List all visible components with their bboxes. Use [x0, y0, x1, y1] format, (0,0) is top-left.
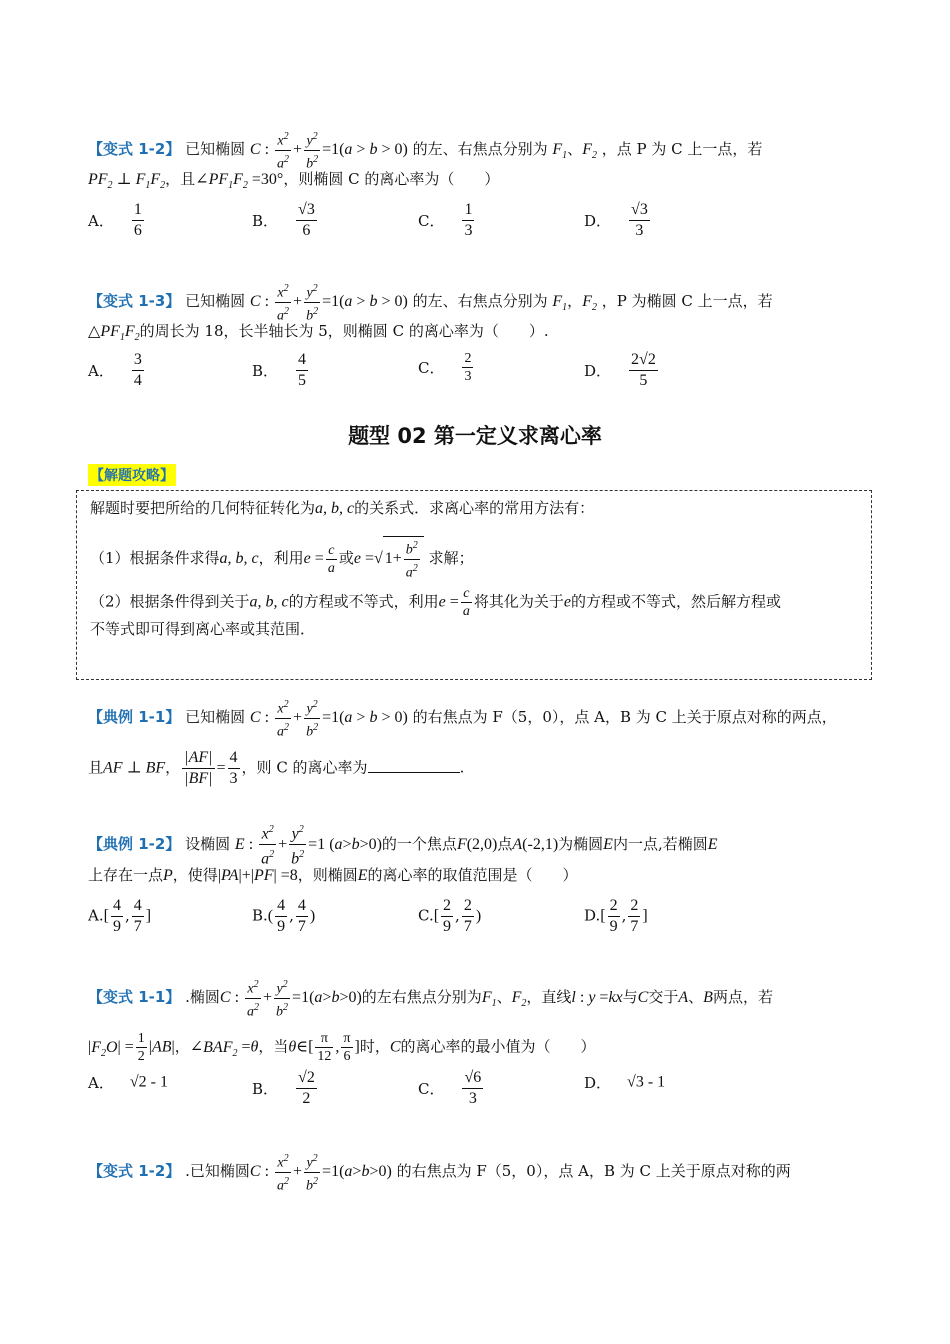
- strategy-line-4: 不等式即可得到离心率或其范围．: [90, 620, 316, 638]
- option-d[interactable]: D． $\frac{2√2}{5}$: [584, 351, 656, 389]
- option-c[interactable]: C． $\frac{1}{3}$: [418, 201, 473, 239]
- problem-5-line-1: 【变式 1-1】 .椭圆C : $\frac{x^2}{a^2}$ + $\frac{y^2}{b^2}$ =1(a>b>0)的左右焦点分别为$F_1$、$F_2$，直线l : y =kx与C交于A、B两点，若: [88, 976, 773, 1020]
- problem-5-line-2: $|F_2O|$ = $\frac{1}{2}$ |AB|，$\angle BAF_2 =\theta$，当θ∈[ $\frac{\pi}{12}$ , $\frac{\pi}{6}$ ]时，C的离心率的最小值为（ ）: [88, 1031, 596, 1064]
- problem-3-tag: 【典例 1-1】: [88, 708, 181, 727]
- option-a[interactable]: A． $\frac{3}{4}$: [88, 351, 142, 389]
- problem-2-tag: 【变式 1-3】: [88, 292, 181, 311]
- problem-4-tag: 【典例 1-2】: [88, 834, 181, 853]
- option-c[interactable]: C． $\frac{2}{3}$: [418, 351, 472, 384]
- problem-4-line-2: 上存在一点P，使得|PA|+|PF| =8，则椭圆E的离心率的取值范围是（ ）: [88, 866, 578, 884]
- problem-5-tag: 【变式 1-1】: [88, 988, 181, 1007]
- option-a[interactable]: A． √2 - 1: [88, 1073, 168, 1092]
- problem-3-line-1: 【典例 1-1】 已知椭圆 C : $\frac{x^2}{a^2}$ + $\frac{y^2}{b^2}$ =1(a > b > 0) 的右焦点为 F（5，0），点 A，B 为 C 上关于原点对称的两点，: [88, 696, 837, 740]
- option-a[interactable]: A.[ $\frac{4}{9}$ , $\frac{4}{7}$ ]: [88, 897, 152, 935]
- problem-1-tag: 【变式 1-2】: [88, 140, 181, 159]
- option-b[interactable]: B． $\frac{√3}{6}$: [252, 201, 315, 239]
- option-a[interactable]: A． $\frac{1}{6}$: [88, 201, 142, 239]
- problem-3-line-2: 且AF ⊥ BF， $\frac{|AF|}{|BF|}$ = $\frac{4}{3}$ ，则 C 的离心率为 .: [88, 749, 465, 787]
- answer-blank[interactable]: [368, 758, 460, 773]
- section-title: 题型 02 第一定义求离心率: [348, 424, 602, 448]
- option-c[interactable]: C． $\frac{√6}{3}$: [418, 1069, 482, 1107]
- option-d[interactable]: D.[ $\frac{2}{9}$ , $\frac{2}{7}$ ]: [584, 897, 648, 935]
- option-b[interactable]: B． $\frac{√2}{2}$: [252, 1069, 315, 1107]
- strategy-line-3: （2）根据条件得到关于a, b, c的方程或不等式，利用e = $\frac{c}{a}$ 将其化为关于e的方程或不等式，然后解方程或: [90, 586, 781, 619]
- strategy-line-1: 解题时要把所给的几何特征转化为a, b, c的关系式．求离心率的常用方法有：: [90, 499, 595, 517]
- option-c[interactable]: C.[ $\frac{2}{9}$ , $\frac{2}{7}$ ): [418, 897, 482, 935]
- strategy-label: 【解题攻略】: [88, 464, 176, 486]
- problem-2-line-2: $\triangle PF_1F_2$的周长为 18，长半轴长为 5，则椭圆 C 的离心率为（ ）.: [88, 322, 549, 344]
- option-d[interactable]: D． √3 - 1: [584, 1073, 666, 1092]
- problem-6-tag: 【变式 1-2】: [88, 1162, 181, 1181]
- problem-1-line-1: 【变式 1-2】 已知椭圆 C : $\frac{x^2}{a^2}$ + $\frac{y^2}{b^2}$ =1(a > b > 0) 的左、右焦点分别为 $F_1$、$F_2$ ，点 P 为 C 上一点，若: [88, 128, 762, 172]
- problem-2-line-1: 【变式 1-3】 已知椭圆 C : $\frac{x^2}{a^2}$ + $\frac{y^2}{b^2}$ =1(a > b > 0) 的左、右焦点分别为 $F_1$，$F_2$ ，P 为椭圆 C 上一点，若: [88, 280, 773, 324]
- problem-4-line-1: 【典例 1-2】 设椭圆 E : $\frac{x^2}{a^2}$ + $\frac{y^2}{b^2}$ =1 (a>b>0)的一个焦点F(2,0)点A(-2,1)为椭圆E内一点,若椭圆E: [88, 820, 718, 870]
- strategy-line-2: （1）根据条件求得a, b, c，利用e = $\frac{c}{a}$ 或e =√ 1+ $\frac{b^2}{a^2}$ 求解；: [90, 536, 474, 581]
- problem-6-line-1: 【变式 1-2】 .已知椭圆C : $\frac{x^2}{a^2}$ + $\frac{y^2}{b^2}$ =1(a>b>0) 的右焦点为 F（5，0），点 A，B 为 C 上关于原点对称的两: [88, 1150, 791, 1194]
- option-b[interactable]: B． $\frac{4}{5}$: [252, 351, 307, 389]
- problem-1-line-2: $PF_2$ ⊥ $F_1F_2$，且$\angle PF_1F_2 =30^\circ$，则椭圆 C 的离心率为（ ）: [88, 170, 500, 192]
- option-d[interactable]: D． $\frac{√3}{3}$: [584, 201, 648, 239]
- option-b[interactable]: B.( $\frac{4}{9}$ , $\frac{4}{7}$ ): [252, 897, 316, 935]
